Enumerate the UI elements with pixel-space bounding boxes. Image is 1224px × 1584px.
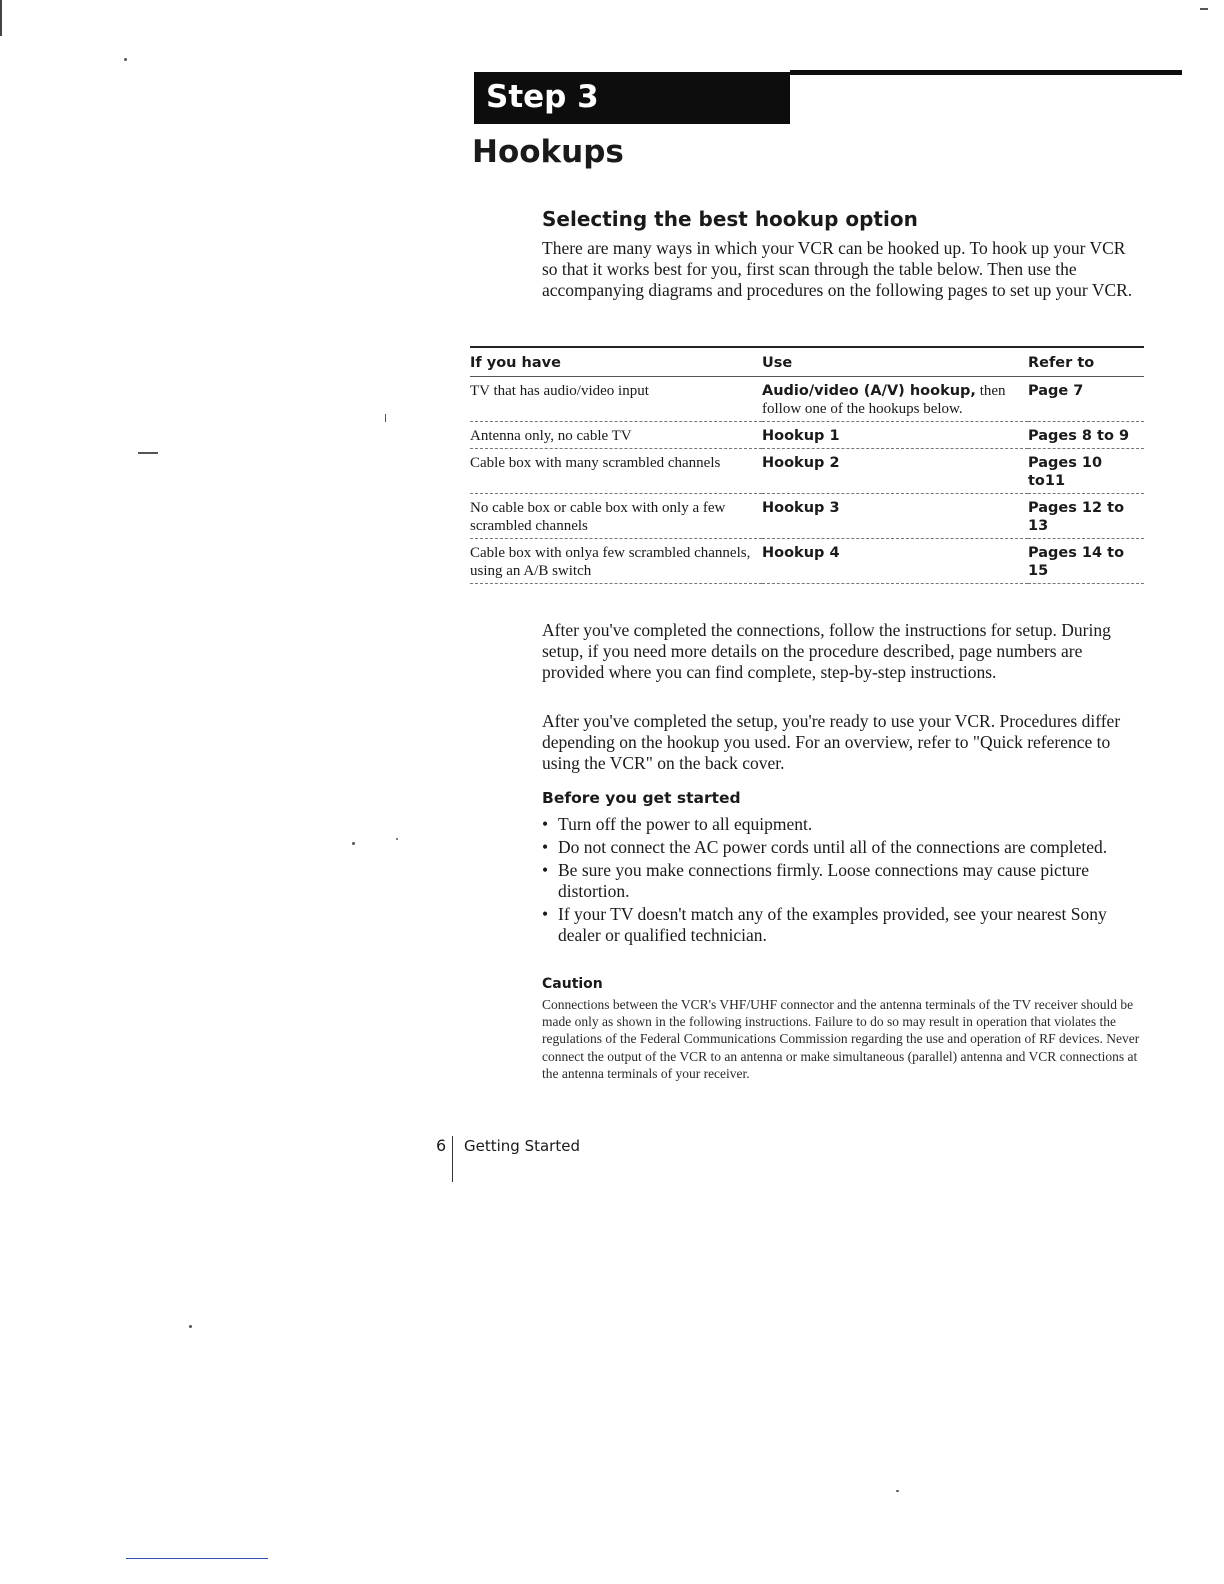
cell-use xyxy=(762,377,1028,422)
table-row xyxy=(470,449,1144,494)
intro-paragraph: There are many ways in which your VCR can be hooked up. To hook up your VCR so that it works best for you, first scan through the table below. Then use the accompanying diagrams and procedures on the following pages to set up your VCR. xyxy=(542,238,1133,300)
cell-if-you-have: TV that has audio/video input xyxy=(470,377,762,422)
table-row xyxy=(470,494,1144,539)
cell-refer-to: Pages 8 to 9 xyxy=(1028,422,1144,449)
bullet-icon: • xyxy=(542,837,549,857)
cell-use-label: Hookup 3 xyxy=(762,500,840,516)
list-item xyxy=(542,814,1142,835)
column-header-refer-to: Refer to xyxy=(1028,347,1144,377)
table-row xyxy=(470,377,1144,422)
footer-section-name: Getting Started xyxy=(464,1137,580,1155)
before-you-get-started-list xyxy=(542,814,1142,948)
step-label: Step 3 xyxy=(486,79,599,115)
scan-edge-line xyxy=(0,0,2,36)
scan-speck xyxy=(396,838,398,840)
cell-if-you-have: Cable box with onlya few scrambled channels, using an A/B switch xyxy=(470,539,762,584)
footer-divider xyxy=(452,1136,453,1182)
cell-refer-to: Pages 12 to 13 xyxy=(1028,494,1144,539)
page-number: 6 xyxy=(436,1136,447,1155)
list-item xyxy=(542,837,1142,858)
bottom-rule xyxy=(126,1558,268,1559)
scan-speck xyxy=(124,58,127,61)
table-row xyxy=(470,539,1144,584)
scan-speck xyxy=(385,414,386,422)
list-item-text: Be sure you make connections firmly. Loose connections may cause picture distortion. xyxy=(558,860,1089,901)
hookup-options-table xyxy=(470,346,1144,584)
caution-text: Connections between the VCR's VHF/UHF connector and the antenna terminals of the TV receiver should be made only as shown in the following instructions. Failure to do so may result in operation that violates the regulations of the Federal Communications Commission regarding the use and operation of RF devices. Never connect the output of the VCR to an antenna or make simultaneous (parallel) antenna and VCR connections at the antenna terminals of your receiver. xyxy=(542,997,1140,1081)
after-connections-paragraph: After you've completed the connections, follow the instructions for setup. During setup, if you need more details on the procedure described, page numbers are provided where you can find complete, step-by-step instructions. xyxy=(542,620,1111,682)
list-item xyxy=(542,904,1142,946)
section-heading: Selecting the best hookup option xyxy=(542,207,918,231)
scan-speck xyxy=(1200,8,1208,10)
cell-if-you-have: Cable box with many scrambled channels xyxy=(470,449,762,494)
scan-speck xyxy=(189,1325,192,1328)
header-rule xyxy=(790,70,1182,75)
list-item xyxy=(542,860,1142,902)
page-title: Hookups xyxy=(472,134,624,170)
cell-use-label: Audio/video (A/V) hookup, xyxy=(762,383,976,399)
bullet-icon: • xyxy=(542,860,549,880)
cell-refer-to: Pages 10 to11 xyxy=(1028,449,1144,494)
cell-refer-to: Page 7 xyxy=(1028,377,1144,422)
cell-use xyxy=(762,494,1028,539)
cell-use-label: Hookup 4 xyxy=(762,545,840,561)
table-header-row xyxy=(470,347,1144,377)
caution-heading: Caution xyxy=(542,976,603,992)
cell-refer-to: Pages 14 to 15 xyxy=(1028,539,1144,584)
before-you-get-started-heading: Before you get started xyxy=(542,789,741,807)
list-item-text: Do not connect the AC power cords until all of the connections are completed. xyxy=(558,837,1108,857)
cell-if-you-have: No cable box or cable box with only a few scrambled channels xyxy=(470,494,762,539)
list-item-text: If your TV doesn't match any of the examples provided, see your nearest Sony dealer or qualified technician. xyxy=(558,904,1107,945)
table-row xyxy=(470,422,1144,449)
cell-use-label: Hookup 1 xyxy=(762,428,840,444)
column-header-if-you-have: If you have xyxy=(470,347,762,377)
bullet-icon: • xyxy=(542,814,549,834)
scan-speck xyxy=(138,452,158,454)
cell-if-you-have: Antenna only, no cable TV xyxy=(470,422,762,449)
cell-use xyxy=(762,539,1028,584)
bullet-icon: • xyxy=(542,904,549,924)
cell-use-note: then follow one of the hookups below. xyxy=(762,383,1006,417)
cell-use xyxy=(762,449,1028,494)
after-setup-paragraph: After you've completed the setup, you're ready to use your VCR. Procedures differ depending on the hookup you used. For an overview, refer to "Quick reference to using the VCR" on the back cover. xyxy=(542,711,1121,773)
cell-use-label: Hookup 2 xyxy=(762,455,840,471)
list-item-text: Turn off the power to all equipment. xyxy=(558,814,813,834)
column-header-use: Use xyxy=(762,347,1028,377)
scan-speck xyxy=(896,1490,899,1492)
cell-use xyxy=(762,422,1028,449)
scan-speck xyxy=(352,842,355,845)
